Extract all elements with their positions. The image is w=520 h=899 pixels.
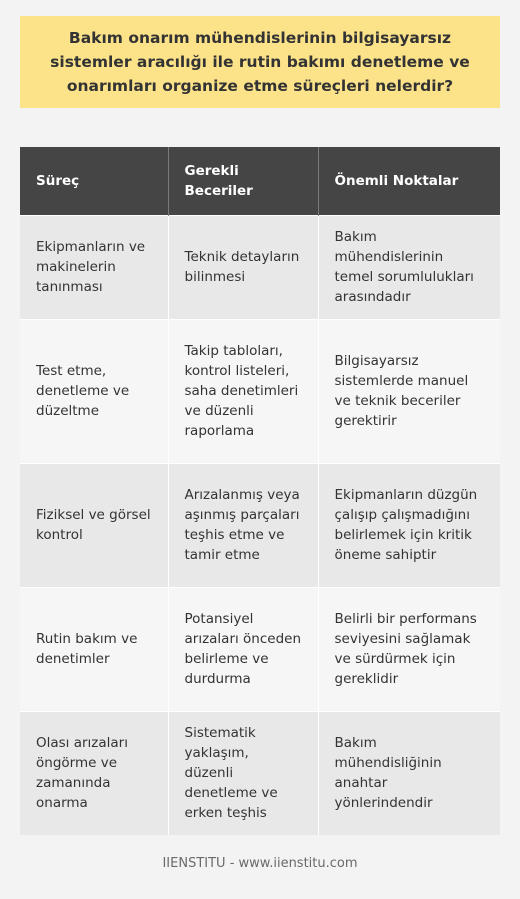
table-row — [20, 215, 500, 319]
cell-skills: Takip tabloları, kontrol listeleri, saha denetimleri ve düzenli raporlama — [168, 319, 318, 463]
cell-key-points: Belirli bir performans seviyesini sağlamak ve sürdürmek için gereklidir — [318, 587, 500, 711]
table-header-row — [20, 147, 500, 215]
cell-process: Test etme, denetleme ve düzeltme — [20, 319, 168, 463]
cell-skills: Sistematik yaklaşım, düzenli denetleme ve erken teşhis — [168, 711, 318, 835]
title-banner — [20, 16, 500, 108]
table-row — [20, 711, 500, 835]
header-key-points: Önemli Noktalar — [318, 147, 500, 215]
page-title: Bakım onarım mühendislerinin bilgisayarsız sistemler aracılığı ile rutin bakımı denetleme ve onarımları organize etme süreçleri nelerdir? — [50, 29, 470, 95]
table-row — [20, 463, 500, 587]
cell-skills: Potansiyel arızaları önceden belirleme ve durdurma — [168, 587, 318, 711]
cell-skills: Arızalanmış veya aşınmış parçaları teşhis etme ve tamir etme — [168, 463, 318, 587]
cell-process: Ekipmanların ve makinelerin tanınması — [20, 215, 168, 319]
cell-process: Rutin bakım ve denetimler — [20, 587, 168, 711]
header-process: Süreç — [20, 147, 168, 215]
cell-key-points: Bakım mühendislerinin temel sorumlulukları arasındadır — [318, 215, 500, 319]
cell-key-points: Bilgisayarsız sistemlerde manuel ve teknik beceriler gerektirir — [318, 319, 500, 463]
table-row — [20, 587, 500, 711]
header-required-skills: Gerekli Beceriler — [168, 147, 318, 215]
cell-skills: Teknik detayların bilinmesi — [168, 215, 318, 319]
cell-key-points: Bakım mühendisliğinin anahtar yönlerindendir — [318, 711, 500, 835]
footer-credit: IIENSTITU - www.iienstitu.com — [162, 856, 358, 871]
process-table — [20, 147, 500, 835]
cell-process: Olası arızaları öngörme ve zamanında onarma — [20, 711, 168, 835]
cell-key-points: Ekipmanların düzgün çalışıp çalışmadığını belirlemek için kritik öneme sahiptir — [318, 463, 500, 587]
cell-process: Fiziksel ve görsel kontrol — [20, 463, 168, 587]
table-row — [20, 319, 500, 463]
